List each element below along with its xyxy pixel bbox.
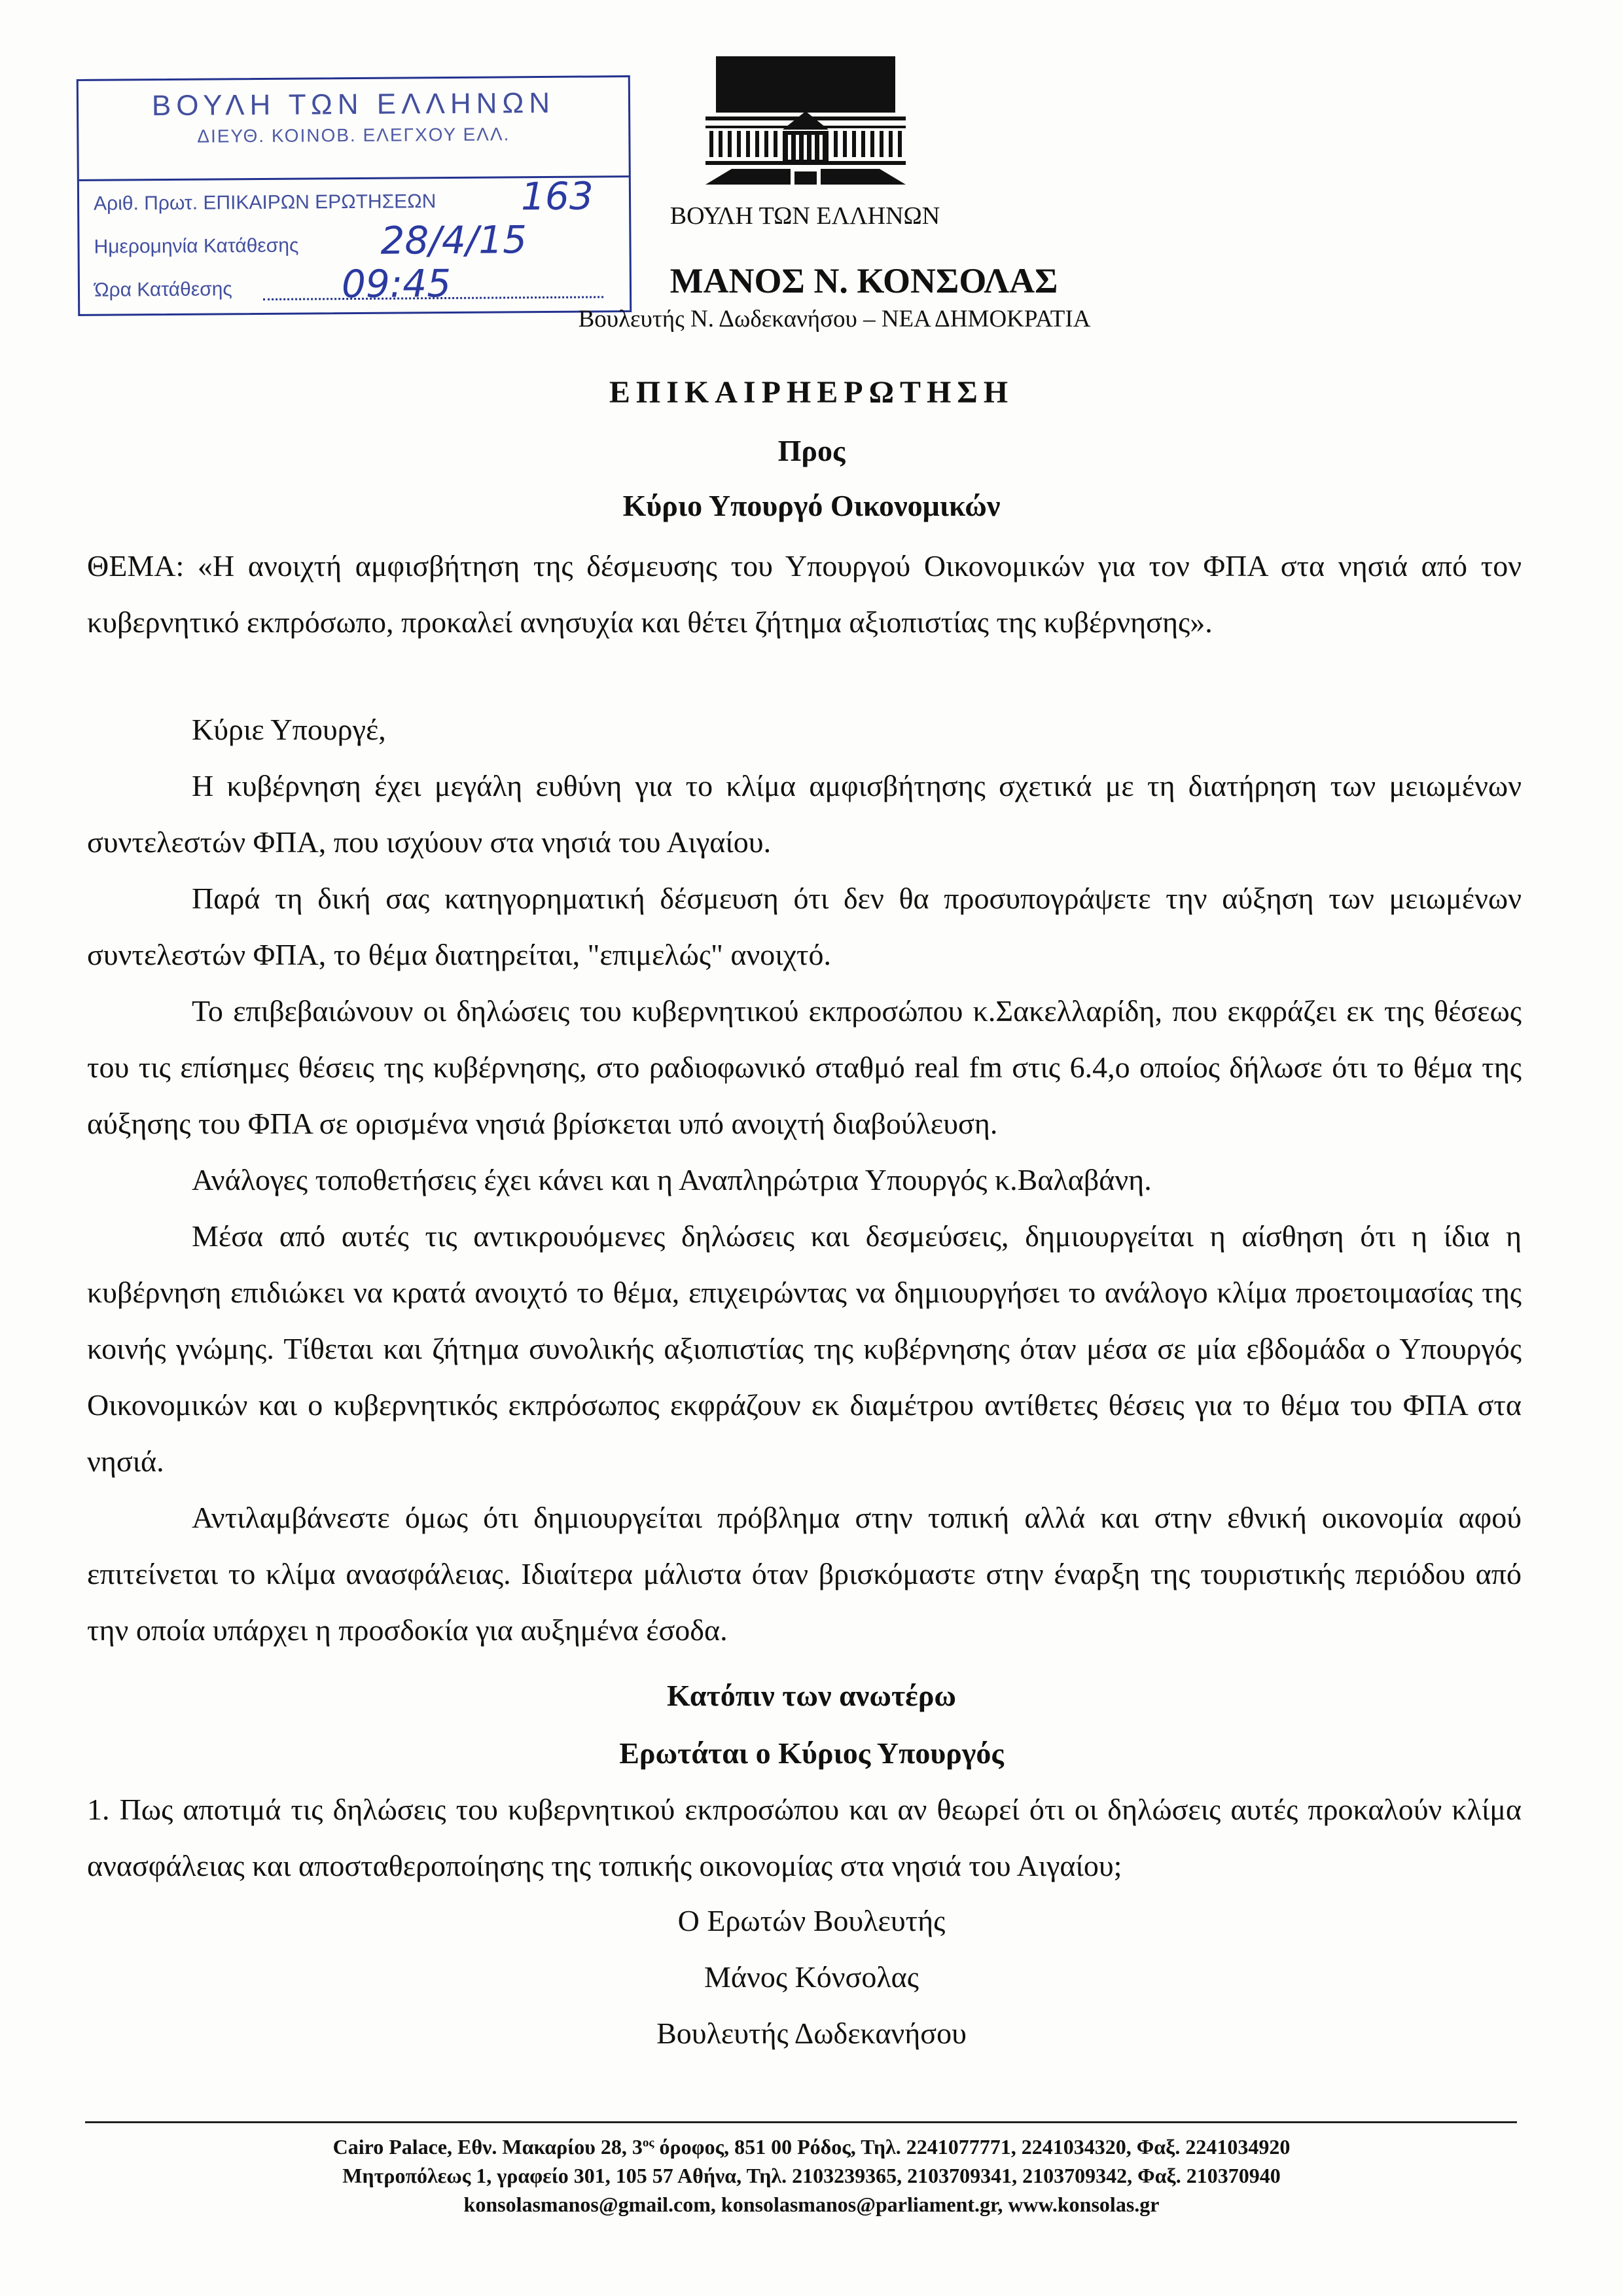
footer-contact: konsolasmanos@gmail.com, konsolasmanos@parliament.gr, www.konsolas.gr <box>463 2193 1160 2216</box>
stamp-date-value: 28/4/15 <box>380 217 527 263</box>
question-paragraph: 1. Πως αποτιμά τις δηλώσεις του κυβερνητικού εκπροσώπου και αν θεωρεί ότι οι δηλώσεις αυτές προκαλούν κλίμα ανασφάλειας και αποσταθεροποίησης της τοπικής οικονομίας στα νησιά του Αιγαίου; <box>87 1793 1522 1882</box>
stamp-time-value: 09:45 <box>341 260 452 307</box>
mp-name: ΜΑΝΟΣ Ν. ΚΟΝΣΟΛΑΣ <box>669 261 1058 300</box>
signature-role: Ο Ερωτών Βουλευτής <box>677 1904 946 1937</box>
mp-role: Βουλευτής Ν. Δωδεκανήσου – ΝΕΑ ΔΗΜΟΚΡΑΤΙΑ <box>578 306 1091 332</box>
stamp-protocol-row <box>79 173 629 224</box>
salutation-line <box>87 702 1522 758</box>
stamp-department: ΔΙΕΥΘ. ΚΟΙΝΟΒ. ΕΛΕΓΧΟΥ ΕΛΛ. <box>197 124 510 147</box>
footer-address-rhodes: Cairo Palace, Εθν. Μακαρίου 28, $3^{o\varsigma}$ όροφος, 851 00 Ρόδος, Τηλ. 2241077771, 2241034320, Φαξ. 2241034920 <box>332 2135 1291 2159</box>
signature-title: Βουλευτής Δωδεκανήσου <box>656 2017 967 2050</box>
stamp-protocol-label: Αριθ. Πρωτ. ΕΠΙΚΑΙΡΩΝ ΕΡΩΤΗΣΕΩΝ <box>93 190 437 215</box>
stamp-time-label: Ώρα Κατάθεσης <box>94 278 232 301</box>
stamp-organization: ΒΟΥΛΗ ΤΩΝ ΕΛΛΗΝΩΝ <box>151 86 556 122</box>
recipient: Κύριο Υπουργό Οικονομικών <box>622 489 1001 522</box>
body-paragraph: Παρά τη δική σας κατηγορηματική δέσμευση ότι δεν θα προσυπογράψετε την αύξηση των μειωμένων συντελεστών ΦΠΑ, το θέμα διατηρείται, "επιμελώς" ανοιχτό. <box>87 882 1522 971</box>
stamp-date-label: Ημερομηνία Κατάθεσης <box>94 234 299 258</box>
salutation: Κύριε Υπουργέ, <box>192 713 386 746</box>
footer-divider <box>85 2121 1517 2123</box>
body-paragraph: Αντιλαμβάνεστε όμως ότι δημιουργείται πρόβλημα στην τοπική αλλά και στην εθνική οικονομία αφού επιτείνεται το κλίμα ανασφάλειας. Ιδιαίτερα μάλιστα όταν βρισκόμαστε στην έναρξη της τουριστικής περιόδου από την οποία υπάρχει η προσδοκία για αυξημένα έσοδα. <box>87 1501 1522 1647</box>
conclusion-heading: Κατόπιν των ανωτέρω <box>666 1679 957 1712</box>
subject-paragraph: ΘΕΜΑ: «Η ανοιχτή αμφισβήτηση της δέσμευσης του Υπουργού Οικονομικών για τον ΦΠΑ στα νησιά από τον κυβερνητικό εκπρόσωπο, προκαλεί ανησυχία και θέτει ζήτημα αξιοπιστίας της κυβέρνησης». <box>87 549 1522 639</box>
body-paragraph: Το επιβεβαιώνουν οι δηλώσεις του κυβερνητικού εκπροσώπου κ.Σακελλαρίδη, που εκφράζει εκ της θέσεως του τις επίσημες θέσεις της κυβέρνησης, στο ραδιοφωνικό σταθμό real fm στις 6.4,ο οποίος δήλωσε ότι το θέμα της αύξησης του ΦΠΑ σε ορισμένα νησιά βρίσκεται υπό ανοιχτή διαβούλευση. <box>87 994 1522 1140</box>
footer-address-athens: Μητροπόλεως 1, γραφείο 301, 105 57 Αθήνα, Τηλ. 2103239365, 2103709341, 2103709342, Φαξ. 210370940 <box>342 2164 1281 2187</box>
signature-name: Μάνος Κόνσολας <box>704 1960 919 1994</box>
parliament-building-icon <box>705 56 906 185</box>
body-paragraph: Η κυβέρνηση έχει μεγάλη ευθύνη για το κλίμα αμφισβήτησης σχετικά με τη διατήρηση των μειωμένων συντελεστών ΦΠΑ, που ισχύουν στα νησιά του Αιγαίου. <box>87 769 1522 859</box>
stamp-header <box>79 77 629 181</box>
question-heading: Ερωτάται ο Κύριος Υπουργός <box>619 1736 1004 1770</box>
stamp-protocol-value: 163 <box>520 173 594 219</box>
recipient-prefix: Προς <box>777 434 846 467</box>
parliament-name: ΒΟΥΛΗ ΤΩΝ ΕΛΛΗΝΩΝ <box>669 202 940 230</box>
body-paragraph: Ανάλογες τοποθετήσεις έχει κάνει και η Αναπληρώτρια Υπουργός κ.Βαλαβάνη. <box>192 1163 1152 1196</box>
body-paragraph: Μέσα από αυτές τις αντικρουόμενες δηλώσεις και δεσμεύσεις, δημιουργείται η αίσθηση ότι η ίδια η κυβέρνηση επιδιώκει να κρατά ανοιχτό το θέμα, επιχειρώντας να δημιουργήσει το ανάλογο κλίμα προετοιμασίας της κοινής γνώμης. Τίθεται και ζήτημα συνολικής αξιοπιστίας της κυβέρνησης όταν μέσα σε μία εβδομάδα ο Υπουργός Οικονομικών και ο κυβερνητικός εκπρόσωπος εκφράζουν εκ διαμέτρου αντίθετες θέσεις για το θέμα του ΦΠΑ στα νησιά. <box>87 1219 1522 1478</box>
document-title: ΕΠΙΚΑΙΡΗΕΡΩΤΗΣΗ <box>609 375 1014 410</box>
